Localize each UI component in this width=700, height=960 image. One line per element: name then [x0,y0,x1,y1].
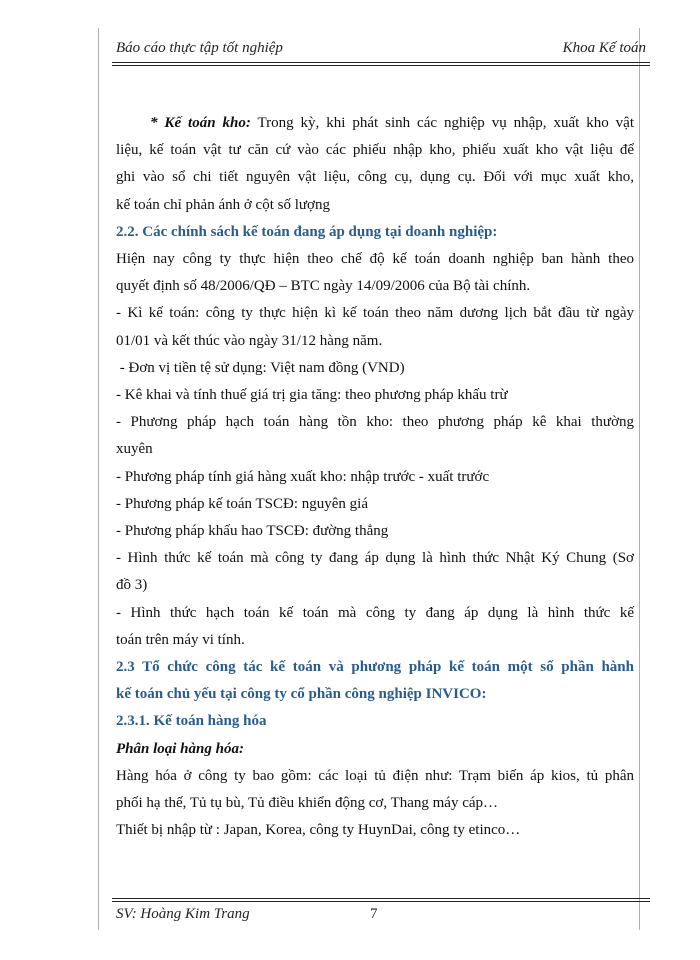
page-number: 7 [370,906,378,922]
header-report-title: Báo cáo thực tập tốt nghiệp [116,40,283,56]
page-header [112,38,650,66]
list-item: - Phương pháp hạch toán hàng tồn kho: theo phương pháp kê khai thường [116,414,634,431]
page-footer [112,898,650,924]
list-item: - Đơn vị tiền tệ sử dụng: Việt nam đồng (VND) [116,359,405,376]
section-heading-2-3-1: 2.3.1. Kế toán hàng hóa [116,713,267,730]
list-item: - Hình thức hạch toán kế toán mà công ty đang áp dụng là hình thức kế [116,604,634,621]
list-item-continuation: 01/01 và kết thúc vào ngày 31/12 hàng năm. [116,332,383,349]
list-item: - Phương pháp khấu hao TSCĐ: đường thẳng [116,523,389,540]
subheading-goods-classification: Phân loại hàng hóa: [116,740,244,757]
footer-student-name: SV: Hoàng Kim Trang [116,906,250,922]
section-heading-2-3-cont: kế toán chủ yếu tại công ty cổ phần công nghiệp INVICO: [116,686,487,703]
paragraph-line: phối hạ thế, Tủ tụ bù, Tủ điều khiển động cơ, Thang máy cáp… [116,795,499,812]
paragraph-line: ghi vào sổ chi tiết nguyên vật liệu, công cụ, dụng cụ. Đối với mục xuất kho, [116,169,634,186]
list-item: - Kì kế toán: công ty thực hiện kì kế toán theo năm dương lịch bắt đầu từ ngày [116,305,634,322]
list-item: - Hình thức kế toán mà công ty đang áp dụng là hình thức Nhật Ký Chung (Sơ [116,550,634,567]
list-item: - Phương pháp kế toán TSCĐ: nguyên giá [116,495,369,512]
paragraph-line: Hàng hóa ở công ty bao gồm: các loại tủ điện như: Trạm biến áp kios, tủ phân [116,767,634,784]
header-department: Khoa Kế toán [562,40,646,56]
list-item-continuation: đồ 3) [116,577,148,594]
paragraph-line: quyết định số 48/2006/QĐ – BTC ngày 14/09/2006 của Bộ tài chính. [116,278,531,295]
document-body [116,110,634,844]
list-item: - Phương pháp tính giá hàng xuất kho: nhập trước - xuất trước [116,468,490,485]
list-item-continuation: xuyên [116,441,153,458]
paragraph-line [116,110,634,137]
section-heading-2-3: 2.3 Tổ chức công tác kế toán và phương pháp kế toán một số phần hành [116,659,634,676]
inventory-accounting-label: * Kế toán kho: [150,115,251,131]
paragraph-line: liệu, kế toán vật tư căn cứ vào các phiếu nhập kho, phiếu xuất kho vật liệu để [116,142,634,159]
paragraph-line: kế toán chỉ phản ánh ở cột số lượng [116,196,330,213]
list-item-continuation: toán trên máy vi tính. [116,631,245,648]
paragraph-text: Trong kỳ, khi phát sinh các nghiệp vụ nhập, xuất kho vật [250,115,635,131]
paragraph-line: Hiện nay công ty thực hiện theo chế độ kế toán doanh nghiệp ban hành theo [116,251,634,268]
section-heading-2-2: 2.2. Các chính sách kế toán đang áp dụng tại doanh nghiệp: [116,223,498,240]
paragraph-line: Thiết bị nhập từ : Japan, Korea, công ty HuynDai, công ty etinco… [116,822,521,839]
list-item: - Kê khai và tính thuế giá trị gia tăng: theo phương pháp khấu trừ [116,387,508,404]
